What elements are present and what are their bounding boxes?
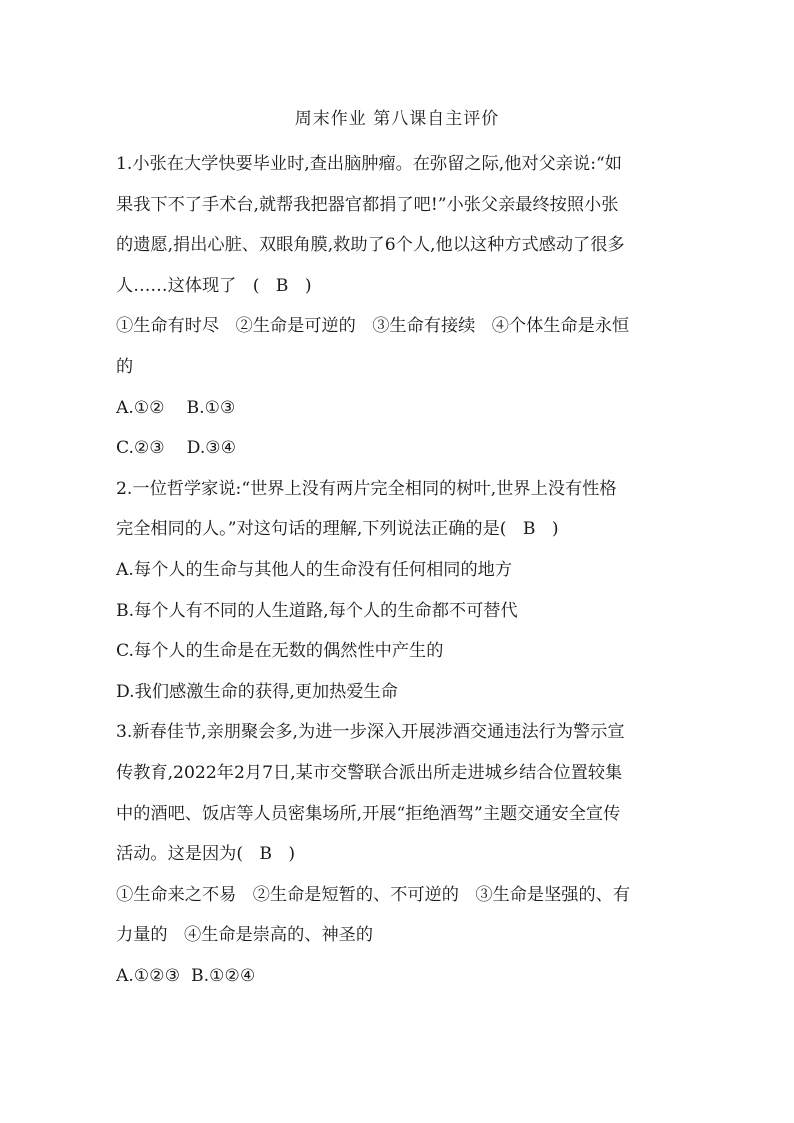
q2-option-a: A.每个人的生命与其他人的生命没有任何相同的地方 xyxy=(116,559,513,580)
q3-stem-line-1: 3.新春佳节,亲朋聚会多,为进一步深入开展涉酒交通违法行为警示宣 xyxy=(116,722,625,743)
q1-statements-line-2: 的 xyxy=(116,356,134,377)
q3-stem-line-3: 中的酒吧、饭店等人员密集场所,开展“拒绝酒驾”主题交通安全宣传 xyxy=(116,803,621,824)
q1-options-cd: C.②③ D.③④ xyxy=(116,438,237,459)
q2-option-b: B.每个人有不同的人生道路,每个人的生命都不可替代 xyxy=(116,600,518,621)
question-content xyxy=(116,144,694,996)
q2-option-d: D.我们感激生命的获得,更加热爱生命 xyxy=(116,681,398,702)
q3-statements-line-2: 力量的 ④生命是崇高的、神圣的 xyxy=(116,925,374,946)
q3-stem-line-2: 传教育,2022年2月7日,某市交警联合派出所走进城乡结合位置较集 xyxy=(116,762,623,783)
page-title: 周末作业 第八课自主评价 xyxy=(294,109,500,129)
q1-options-ab: A.①② B.①③ xyxy=(116,397,236,418)
q3-stem-line-4: 活动。这是因为( B ) xyxy=(116,844,296,865)
q2-stem-line-1: 2.一位哲学家说:“世界上没有两片完全相同的树叶,世界上没有性格 xyxy=(116,478,617,499)
q1-statements-line-1: ①生命有时尽 ②生命是可逆的 ③生命有接续 ④个体生命是永恒 xyxy=(116,316,630,337)
q1-stem-line-1: 1.小张在大学快要毕业时,查出脑肿瘤。在弥留之际,他对父亲说:“如 xyxy=(116,154,622,174)
q3-statements-line-1: ①生命来之不易 ②生命是短暂的、不可逆的 ③生命是坚强的、有 xyxy=(116,884,631,905)
q1-stem-line-4: 人……这体现了 ( B ) xyxy=(116,275,312,296)
q1-stem-line-2: 果我下不了手术台,就帮我把器官都捐了吧!”小张父亲最终按照小张 xyxy=(116,194,619,215)
q2-option-c: C.每个人的生命是在无数的偶然性中产生的 xyxy=(116,641,444,662)
q2-stem-line-2: 完全相同的人。”对这句话的理解,下列说法正确的是( B ) xyxy=(116,519,559,540)
q3-options-ab: A.①②③ B.①②④ xyxy=(116,965,256,986)
q1-stem-line-3: 的遗愿,捐出心脏、双眼角膜,救助了6个人,他以这种方式感动了很多 xyxy=(116,235,625,256)
